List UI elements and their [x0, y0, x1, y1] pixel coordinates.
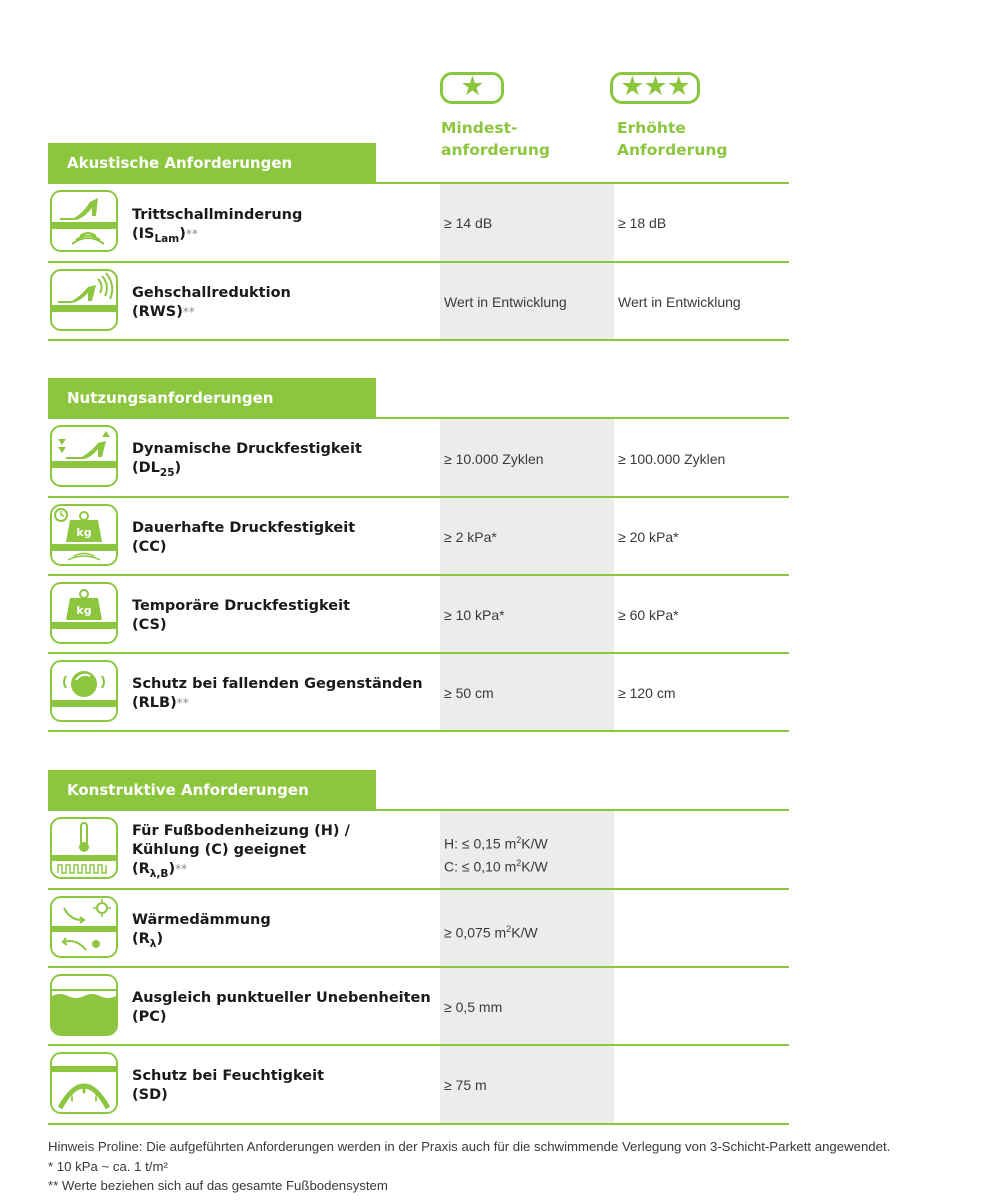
shoe-soundwave-icon	[50, 190, 118, 252]
row-suffix: **	[176, 696, 189, 710]
row-code-sub: λ,B	[149, 867, 169, 880]
weight-icon	[50, 582, 118, 644]
value-min: ≥ 10 kPa*	[444, 607, 505, 623]
column-header-high-line2: Anforderung	[617, 141, 728, 159]
value-high: ≥ 60 kPa*	[618, 607, 679, 623]
value-min: Wert in Entwicklung	[444, 294, 567, 310]
column-header-min	[441, 117, 550, 161]
shoe-walking-sound-icon	[50, 269, 118, 331]
section-title-acoustic: Akustische Anforderungen	[48, 143, 376, 183]
footnotes	[48, 1137, 890, 1196]
row-label	[132, 284, 291, 322]
weight-clock-icon	[50, 504, 118, 566]
row-code: (CC)	[132, 539, 167, 555]
row-label	[132, 440, 362, 483]
column-header-min-line1: Mindest-	[441, 119, 518, 137]
row-code: (CS)	[132, 617, 167, 633]
row-code-end: )	[168, 861, 176, 877]
value-high: ≥ 120 cm	[618, 685, 676, 701]
value-min-line2-sup: 2	[516, 857, 522, 868]
table-row	[48, 184, 789, 263]
row-suffix: **	[185, 227, 198, 241]
value-min-text: ≥ 0,075 m	[444, 924, 507, 941]
value-min-line1-end: K/W	[521, 835, 548, 852]
row-code: (DL	[132, 460, 160, 476]
row-code: (R	[132, 931, 150, 947]
table-row	[48, 263, 789, 341]
value-min-line1-sup: 2	[516, 835, 522, 845]
footnote-hint: Hinweis Proline: Die aufgeführten Anforderungen werden in der Praxis auch für die schwimmende Verlegung von 3-Schicht-Parkett angewendet.	[48, 1139, 891, 1154]
table-row	[48, 811, 789, 890]
row-label-text-line2: Kühlung (C) geeignet	[132, 842, 307, 858]
row-code-end: )	[179, 226, 186, 242]
value-high: ≥ 18 dB	[618, 215, 667, 231]
row-divider	[48, 339, 789, 341]
row-label-text: Temporäre Druckfestigkeit	[132, 598, 351, 614]
row-code: (RLB)	[132, 695, 177, 711]
dynamic-load-shoe-icon	[50, 425, 118, 487]
value-min-line2-end: K/W	[521, 858, 548, 875]
row-suffix: **	[182, 305, 195, 319]
row-divider	[48, 730, 789, 732]
column-header-min-line2: anforderung	[441, 141, 550, 159]
value-min: ≥ 14 dB	[444, 215, 493, 231]
falling-ball-icon	[50, 660, 118, 722]
row-label-text: Wärmedämmung	[132, 912, 271, 928]
value-min-line2: C: ≤ 0,10 m	[444, 858, 517, 875]
value-min-end: K/W	[511, 924, 538, 941]
row-label	[132, 989, 431, 1027]
row-label	[132, 519, 355, 557]
row-code: (IS	[132, 226, 155, 242]
row-code-end: )	[156, 931, 164, 947]
section-title-construction: Konstruktive Anforderungen	[48, 770, 376, 810]
section-title-usage: Nutzungsanforderungen	[48, 378, 376, 418]
value-min: ≥ 10.000 Zyklen	[444, 451, 544, 467]
row-label-text: Dauerhafte Druckfestigkeit	[132, 520, 356, 536]
row-code-end: )	[174, 460, 182, 476]
row-label	[132, 822, 350, 884]
row-divider	[48, 1123, 789, 1125]
table-row	[48, 419, 789, 498]
column-header-high-line1: Erhöhte	[617, 119, 686, 137]
row-label	[132, 206, 302, 249]
row-code: (PC)	[132, 1009, 167, 1025]
value-min: ≥ 50 cm	[444, 685, 494, 701]
row-code: (SD)	[132, 1087, 168, 1103]
value-min	[444, 920, 538, 943]
row-code-sub: 25	[159, 466, 175, 479]
row-label	[132, 911, 271, 954]
row-code: (RWS)	[132, 304, 183, 320]
table-row	[48, 498, 789, 576]
row-code-sub: Lam	[154, 232, 180, 245]
value-high: ≥ 100.000 Zyklen	[618, 451, 726, 467]
value-high: ≥ 20 kPa*	[618, 529, 679, 545]
uneven-surface-icon	[50, 974, 118, 1036]
weight-label: kg	[76, 604, 92, 617]
weight-label: kg	[76, 526, 92, 539]
row-label-text: Schutz bei fallenden Gegenständen	[132, 676, 423, 692]
table-row	[48, 890, 789, 968]
value-min: ≥ 2 kPa*	[444, 529, 497, 545]
value-min	[444, 831, 548, 876]
table-row	[48, 654, 789, 732]
row-label-text: Gehschallreduktion	[132, 285, 291, 301]
row-code-sub: λ	[149, 937, 157, 950]
row-code: (R	[132, 861, 150, 877]
table-row	[48, 1046, 789, 1125]
table-row	[48, 576, 789, 654]
value-min-line1: H: ≤ 0,15 m	[444, 835, 517, 852]
row-label	[132, 1067, 324, 1105]
three-star-badge: ★★★	[610, 72, 700, 104]
row-label-text: Für Fußbodenheizung (H) /	[132, 823, 350, 839]
moisture-drops-icon	[50, 1052, 118, 1114]
row-label	[132, 597, 350, 635]
row-label	[132, 675, 423, 713]
row-label-text: Schutz bei Feuchtigkeit	[132, 1068, 324, 1084]
value-min: ≥ 75 m	[444, 1077, 487, 1093]
row-label-text: Ausgleich punktueller Unebenheiten	[132, 990, 431, 1006]
column-header-high	[617, 117, 727, 161]
row-suffix: **	[175, 862, 188, 876]
footnote-star2: ** Werte beziehen sich auf das gesamte Fußbodensystem	[48, 1178, 388, 1193]
row-label-text: Dynamische Druckfestigkeit	[132, 441, 362, 457]
one-star-badge: ★	[440, 72, 504, 104]
value-min-sup: 2	[506, 924, 512, 934]
table-row	[48, 968, 789, 1046]
sun-insulation-icon	[50, 896, 118, 958]
row-label-text: Trittschallminderung	[132, 207, 303, 223]
value-high: Wert in Entwicklung	[618, 294, 741, 310]
value-min: ≥ 0,5 mm	[444, 999, 503, 1015]
footnote-star1: * 10 kPa ~ ca. 1 t/m²	[48, 1158, 168, 1174]
thermometer-heating-icon	[50, 817, 118, 879]
